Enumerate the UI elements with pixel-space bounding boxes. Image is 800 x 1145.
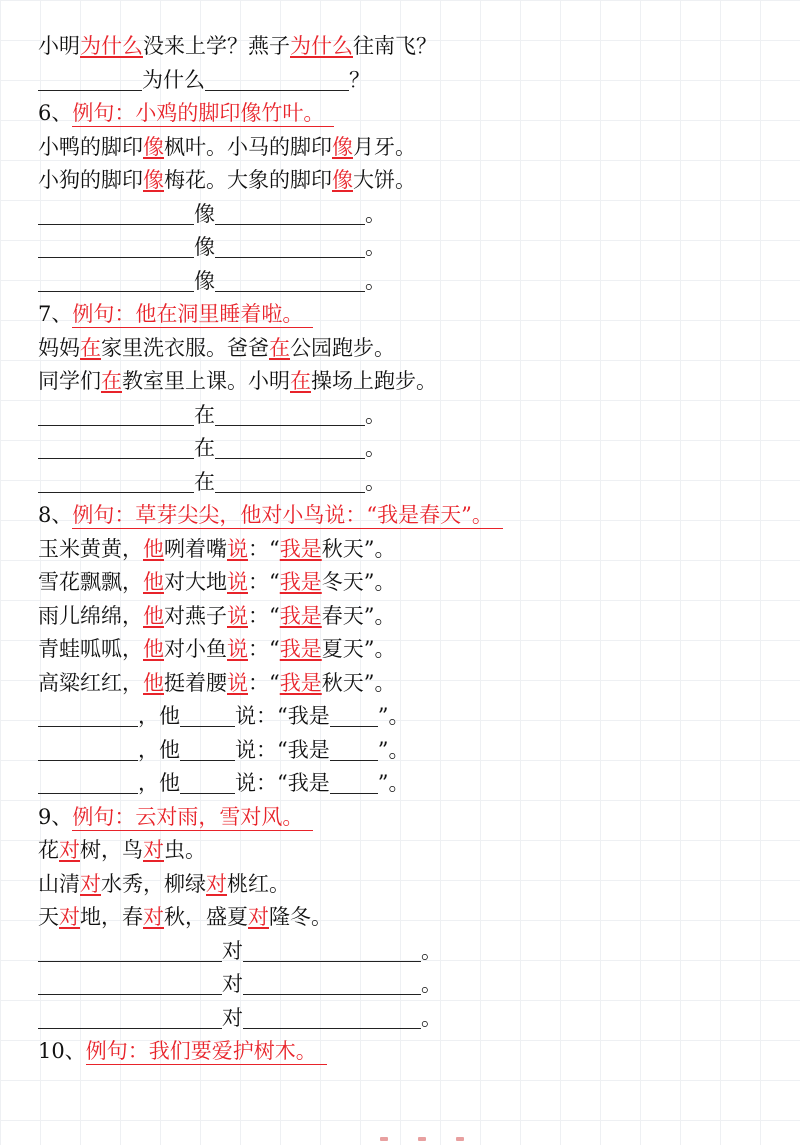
keyword: 说 <box>227 536 248 561</box>
text: 。 <box>421 938 442 963</box>
keyword: 对 <box>206 871 227 896</box>
answer-blank[interactable] <box>38 235 194 258</box>
keyword: 他 <box>143 570 164 594</box>
q6-fill-2 <box>38 231 778 265</box>
keyword: 他 <box>143 637 164 661</box>
keyword: 我是 <box>279 637 322 661</box>
answer-blank[interactable] <box>215 403 365 426</box>
answer-blank[interactable] <box>243 972 421 995</box>
q9-fill-1 <box>38 935 778 969</box>
text: 月牙。 <box>353 134 416 159</box>
keyword: 他 <box>143 536 164 561</box>
text: 对 <box>222 972 243 996</box>
keyword: 对 <box>143 905 164 929</box>
text: 在 <box>194 469 215 494</box>
q9-sample-3 <box>38 901 778 935</box>
text: “ <box>269 603 280 628</box>
text: 小鸭的脚印 <box>38 134 143 159</box>
text: 小明 <box>38 34 80 58</box>
text: 在 <box>194 436 215 460</box>
q9-sample-2 <box>38 868 778 902</box>
keyword: 说 <box>227 670 248 695</box>
q5-example-line <box>38 30 778 64</box>
q9-heading <box>38 801 778 835</box>
keyword: 我是 <box>279 670 322 695</box>
answer-blank[interactable] <box>38 202 194 225</box>
answer-blank[interactable] <box>38 470 194 493</box>
text: 同学们 <box>38 369 101 393</box>
q8-sample-4 <box>38 633 778 667</box>
keyword: 像 <box>332 134 353 159</box>
answer-blank[interactable] <box>38 939 222 962</box>
question-number: 9、 <box>38 804 73 829</box>
text: “ <box>269 637 280 661</box>
answer-blank[interactable] <box>215 269 365 292</box>
answer-blank[interactable] <box>180 738 235 761</box>
answer-blank[interactable] <box>215 436 365 459</box>
text: 。 <box>365 436 386 460</box>
text: 为什么 <box>142 67 205 92</box>
text: 妈妈 <box>38 335 80 360</box>
answer-blank[interactable] <box>205 68 349 91</box>
worksheet <box>38 30 778 1069</box>
example-sentence: 例句：我们要爱护树木。 <box>86 1038 327 1065</box>
q8-sample-1 <box>38 533 778 567</box>
text: 。 <box>421 972 442 996</box>
keyword: 对 <box>59 905 80 929</box>
answer-blank[interactable] <box>243 1006 421 1029</box>
text: 树，鸟 <box>80 838 143 862</box>
text: 教室里上课。小明 <box>122 369 290 393</box>
answer-blank[interactable] <box>215 235 365 258</box>
keyword: 在 <box>290 369 311 393</box>
text: 春天”。 <box>321 603 396 628</box>
text: “ <box>269 536 280 561</box>
text: ，他 <box>138 771 180 795</box>
q6-sample-1 <box>38 131 778 165</box>
text: 挺着腰 <box>164 670 227 695</box>
text: 对大地 <box>164 570 227 594</box>
text: ： <box>248 637 269 661</box>
text: ，他 <box>138 704 180 728</box>
q7-sample-1 <box>38 332 778 366</box>
answer-blank[interactable] <box>180 771 235 794</box>
text: 。 <box>421 1005 442 1030</box>
text: 像 <box>194 201 215 226</box>
text: 高粱红红， <box>38 670 143 695</box>
q9-fill-3 <box>38 1002 778 1036</box>
text: 操场上跑步。 <box>311 369 437 393</box>
text: ”。 <box>377 737 410 762</box>
answer-blank[interactable] <box>180 704 235 727</box>
question-number: 8、 <box>38 503 73 527</box>
text: 家里洗衣服。爸爸 <box>101 335 269 360</box>
q9-fill-2 <box>38 968 778 1002</box>
answer-blank[interactable] <box>38 269 194 292</box>
q8-sample-5 <box>38 667 778 701</box>
text: ”。 <box>377 704 410 728</box>
keyword: 对 <box>248 905 269 929</box>
q7-fill-1 <box>38 399 778 433</box>
text: 对 <box>222 938 243 963</box>
q8-sample-2 <box>38 566 778 600</box>
keyword: 在 <box>101 369 122 393</box>
text: 对小鱼 <box>164 637 227 661</box>
answer-blank[interactable] <box>243 939 421 962</box>
answer-blank[interactable] <box>38 972 222 995</box>
mark <box>380 1137 388 1141</box>
text: 雨儿绵绵， <box>38 603 143 628</box>
keyword: 我是 <box>279 570 322 594</box>
keyword: 像 <box>332 168 353 192</box>
answer-blank[interactable] <box>38 771 138 794</box>
answer-blank[interactable] <box>38 436 194 459</box>
keyword: 对 <box>59 838 80 862</box>
text: ”。 <box>377 771 410 795</box>
text: 往南飞？ <box>353 34 437 58</box>
question-number: 6、 <box>38 101 73 125</box>
example-sentence: 例句：云对雨，雪对风。 <box>72 804 313 831</box>
keyword: 对 <box>80 871 101 896</box>
answer-blank[interactable] <box>38 1006 222 1029</box>
text: 秋天”。 <box>321 536 396 561</box>
text: 地，春 <box>80 905 143 929</box>
text: 秋天”。 <box>321 670 396 695</box>
q7-fill-2 <box>38 432 778 466</box>
text: 。 <box>365 402 386 427</box>
text: 青蛙呱呱， <box>38 637 143 661</box>
text: ： <box>248 603 269 628</box>
question-number: 10、 <box>38 1039 86 1063</box>
text: 桃红。 <box>227 871 290 896</box>
question-number: 7、 <box>38 302 73 326</box>
answer-blank[interactable] <box>38 68 142 91</box>
example-sentence: 例句：草芽尖尖，他对小鸟说：“我是春天”。 <box>72 502 502 529</box>
example-sentence: 例句：他在洞里睡着啦。 <box>72 301 313 328</box>
keyword: 像 <box>143 134 164 159</box>
text: ，他 <box>138 737 180 762</box>
text: 花 <box>38 838 59 862</box>
keyword: 说 <box>227 637 248 661</box>
answer-blank[interactable] <box>215 470 365 493</box>
text: 没来上学？燕子 <box>143 34 290 58</box>
text: ： <box>248 536 269 561</box>
keyword: 为什么 <box>290 34 353 58</box>
text: 公园跑步。 <box>290 335 395 360</box>
text: 。 <box>365 235 386 259</box>
keyword: 在 <box>269 335 290 360</box>
q8-samples <box>38 533 778 701</box>
q8-fill-2 <box>38 734 778 768</box>
q7-fill-3 <box>38 466 778 500</box>
keyword: 说 <box>227 570 248 594</box>
text: 雪花飘飘， <box>38 570 143 594</box>
answer-blank[interactable] <box>38 403 194 426</box>
q10-heading <box>38 1035 778 1069</box>
q6-heading <box>38 97 778 131</box>
text: 。 <box>365 201 386 226</box>
text: 。 <box>365 469 386 494</box>
text: 虫。 <box>164 838 206 862</box>
text: 山清 <box>38 871 80 896</box>
mark <box>418 1137 426 1141</box>
keyword: 我是 <box>279 536 322 561</box>
keyword: 我是 <box>279 603 322 628</box>
keyword: 为什么 <box>80 34 143 58</box>
text: 对 <box>222 1005 243 1030</box>
text: 天 <box>38 905 59 929</box>
text: 咧着嘴 <box>164 536 227 561</box>
text: 枫叶。小马的脚印 <box>164 134 332 159</box>
q6-fill-1 <box>38 198 778 232</box>
text: 冬天”。 <box>321 570 396 594</box>
q6-sample-2 <box>38 164 778 198</box>
keyword: 像 <box>143 168 164 192</box>
answer-blank[interactable] <box>38 704 138 727</box>
answer-blank[interactable] <box>38 738 138 761</box>
q7-heading <box>38 298 778 332</box>
answer-blank[interactable] <box>330 771 378 794</box>
keyword: 对 <box>143 838 164 862</box>
q8-fill-1 <box>38 700 778 734</box>
text: 小狗的脚印 <box>38 168 143 192</box>
answer-blank[interactable] <box>330 738 378 761</box>
text: 秋，盛夏 <box>164 905 248 929</box>
q8-fill-3 <box>38 767 778 801</box>
text: “ <box>269 570 280 594</box>
example-sentence: 例句：小鸡的脚印像竹叶。 <box>72 100 334 127</box>
text: 水秀，柳绿 <box>101 871 206 896</box>
mark <box>456 1137 464 1141</box>
text: 隆冬。 <box>269 905 332 929</box>
answer-blank[interactable] <box>215 202 365 225</box>
text: “ <box>269 670 280 695</box>
text: 说：“我是 <box>235 771 330 795</box>
text: 夏天”。 <box>321 637 396 661</box>
keyword: 说 <box>227 603 248 628</box>
keyword: 他 <box>143 670 164 695</box>
q5-fill-line <box>38 64 778 98</box>
q6-fill-3 <box>38 265 778 299</box>
text: ： <box>248 570 269 594</box>
text: 说：“我是 <box>235 737 330 762</box>
q9-sample-1 <box>38 834 778 868</box>
text: 说：“我是 <box>235 704 330 728</box>
text: 对燕子 <box>164 603 227 628</box>
keyword: 他 <box>143 603 164 628</box>
q7-sample-2 <box>38 365 778 399</box>
answer-blank[interactable] <box>330 704 378 727</box>
q8-sample-3 <box>38 600 778 634</box>
text: 玉米黄黄， <box>38 536 143 561</box>
text: ： <box>248 670 269 695</box>
keyword: 在 <box>80 335 101 360</box>
text: ？ <box>349 67 370 92</box>
q8-heading <box>38 499 778 533</box>
text: 像 <box>194 268 215 293</box>
text: 像 <box>194 235 215 259</box>
page-edge-marks <box>380 1126 500 1132</box>
text: 在 <box>194 402 215 427</box>
text: 大饼。 <box>353 168 416 192</box>
text: 梅花。大象的脚印 <box>164 168 332 192</box>
text: 。 <box>365 268 386 293</box>
